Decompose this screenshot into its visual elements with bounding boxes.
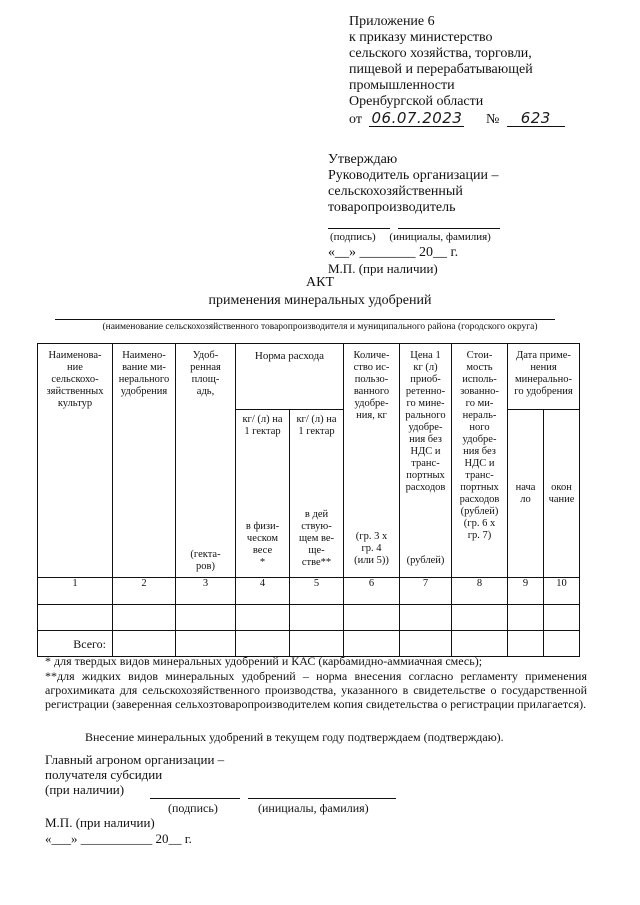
header-area-top: Удоб- ренная площ- адь, [190, 350, 221, 397]
header-norm-physical-top: кг/ (л) на 1 гектар [242, 414, 283, 437]
act-subtitle: применения минеральных удобрений [208, 293, 432, 308]
approve-line: Руководитель организации – [328, 168, 499, 183]
col-number: 2 [113, 578, 176, 605]
agronomist-name-line [248, 798, 396, 799]
agronomist-line: Главный агроном организации – [45, 752, 225, 767]
header-price-top: Цена 1 кг (л) приоб- ретенно- го мине- рального удобре- ния без НДС и транс- портных расходов [405, 350, 446, 493]
org-line [55, 319, 555, 320]
act-title: АКТ [306, 275, 334, 290]
agronomist-signature-line [150, 798, 240, 799]
appendix-title: Приложение 6 [349, 14, 435, 29]
table-cell [400, 605, 452, 631]
col-number: 3 [176, 578, 236, 605]
table-cell [176, 605, 236, 631]
table-cell [544, 605, 580, 631]
col-number: 7 [400, 578, 452, 605]
appendix-line: сельского хозяйства, торговли, [349, 46, 532, 61]
agronomist-block [45, 752, 224, 797]
handwritten-number: 623 [507, 110, 565, 127]
col-number: 9 [508, 578, 544, 605]
confirmation-text: Внесение минеральных удобрений в текущем году подтверждаем (подтверждаю). [85, 730, 504, 744]
approve-title: Утверждаю [328, 152, 398, 167]
col-number: 6 [344, 578, 400, 605]
approve-date: «__» ________ 20__ г. [328, 245, 459, 260]
header-quantity-top: Количе- ство ис- пользо- ванного удобре- ния, кг [353, 350, 390, 421]
header-norm: Норма расхода [236, 344, 344, 410]
table-cell [236, 605, 290, 631]
header-norm-physical-bottom: в физи- ческом весе * [245, 521, 280, 568]
header-date-end: окон чание [544, 410, 580, 578]
header-date: Дата приме- нения минерально- го удобрения [508, 344, 580, 410]
table-cell [344, 605, 400, 631]
appendix-line: к приказу министерство [349, 30, 493, 45]
header-price [400, 344, 452, 578]
agronomist-name-caption: (инициалы, фамилия) [258, 801, 369, 815]
approve-stamp: М.П. (при наличии) [328, 261, 438, 276]
table-cell [38, 605, 113, 631]
appendix-header [349, 14, 565, 128]
table-cell [176, 631, 236, 657]
header-fertilizer: Наимено- вание ми- нерального удобрения [113, 344, 176, 578]
agronomist-stamp: М.П. (при наличии) [45, 815, 155, 830]
total-row [38, 631, 580, 657]
signature-line [328, 228, 390, 229]
table-cell [452, 605, 508, 631]
col-number: 10 [544, 578, 580, 605]
table-cell [508, 631, 544, 657]
table-cell [290, 631, 344, 657]
col-number: 8 [452, 578, 508, 605]
footnote-1: * для твердых видов минеральных удобрений и КАС (карбамидно-аммиачная смесь); [45, 654, 483, 668]
col-number: 1 [38, 578, 113, 605]
table-cell [113, 631, 176, 657]
header-area [176, 344, 236, 578]
org-caption: (наименование сельскохозяйственного товаропроизводителя и муниципального района (городского округа) [102, 322, 538, 332]
table-cell [544, 631, 580, 657]
col-number: 4 [236, 578, 290, 605]
header-norm-active-top: кг/ (л) на 1 гектар [296, 414, 337, 437]
approve-caption: (подпись) (инициалы, фамилия) [330, 231, 491, 243]
from-label: от [349, 112, 362, 127]
table-cell [344, 631, 400, 657]
act-table [37, 343, 580, 657]
approve-line: товаропроизводитель [328, 200, 456, 215]
appendix-line: промышленности [349, 78, 455, 93]
footnote-2: **для жидких видов минеральных удобрений – норма внесения согласно регламенту применения агрохимиката для сельскохозяйственного производства, указанного в свидетельстве о государственной регистрации (заверенная сельхозтоваропроизводителем копия свидетельства о регистрации прилагается). [45, 669, 587, 711]
table-cell [236, 631, 290, 657]
header-norm-active-bottom: в дей ствую- щем ве- ще- стве** [298, 509, 335, 568]
header-cost: Стои- мость исполь- зованно- го ми- нераль- ного удобре- ния без НДС и транс- портных расходов (рублей) (гр. 6 х гр. 7) [452, 344, 508, 578]
handwritten-date: 06.07.2023 [369, 110, 464, 127]
approve-line: сельскохозяйственный [328, 184, 463, 199]
appendix-date-row [349, 110, 565, 128]
header-norm-active [290, 410, 344, 578]
header-quantity [344, 344, 400, 578]
header-date-start: нача ло [508, 410, 544, 578]
table-cell [400, 631, 452, 657]
header-norm-physical [236, 410, 290, 578]
header-price-unit: (рублей) [406, 555, 445, 566]
number-label: № [485, 112, 500, 127]
table-row [38, 605, 580, 631]
table-cell [452, 631, 508, 657]
col-number: 5 [290, 578, 344, 605]
total-label: Всего: [38, 631, 113, 657]
header-area-unit: (гекта- ров) [190, 549, 221, 572]
table-cell [508, 605, 544, 631]
appendix-line: пищевой и перерабатывающей [349, 62, 533, 77]
name-line [398, 228, 500, 229]
table-cell [290, 605, 344, 631]
header-quantity-formula: (гр. 3 х гр. 4 (или 5)) [354, 531, 389, 566]
approval-block [328, 152, 498, 216]
agronomist-line: (при наличии) [45, 782, 125, 797]
appendix-line: Оренбургской области [349, 94, 484, 109]
header-crops: Наименова- ние сельскохо- зяйственных культур [38, 344, 113, 578]
agronomist-sign-caption: (подпись) [168, 801, 218, 815]
agronomist-date: «___» ___________ 20__ г. [45, 831, 192, 846]
table-cell [113, 605, 176, 631]
agronomist-line: получателя субсидии [45, 767, 163, 782]
